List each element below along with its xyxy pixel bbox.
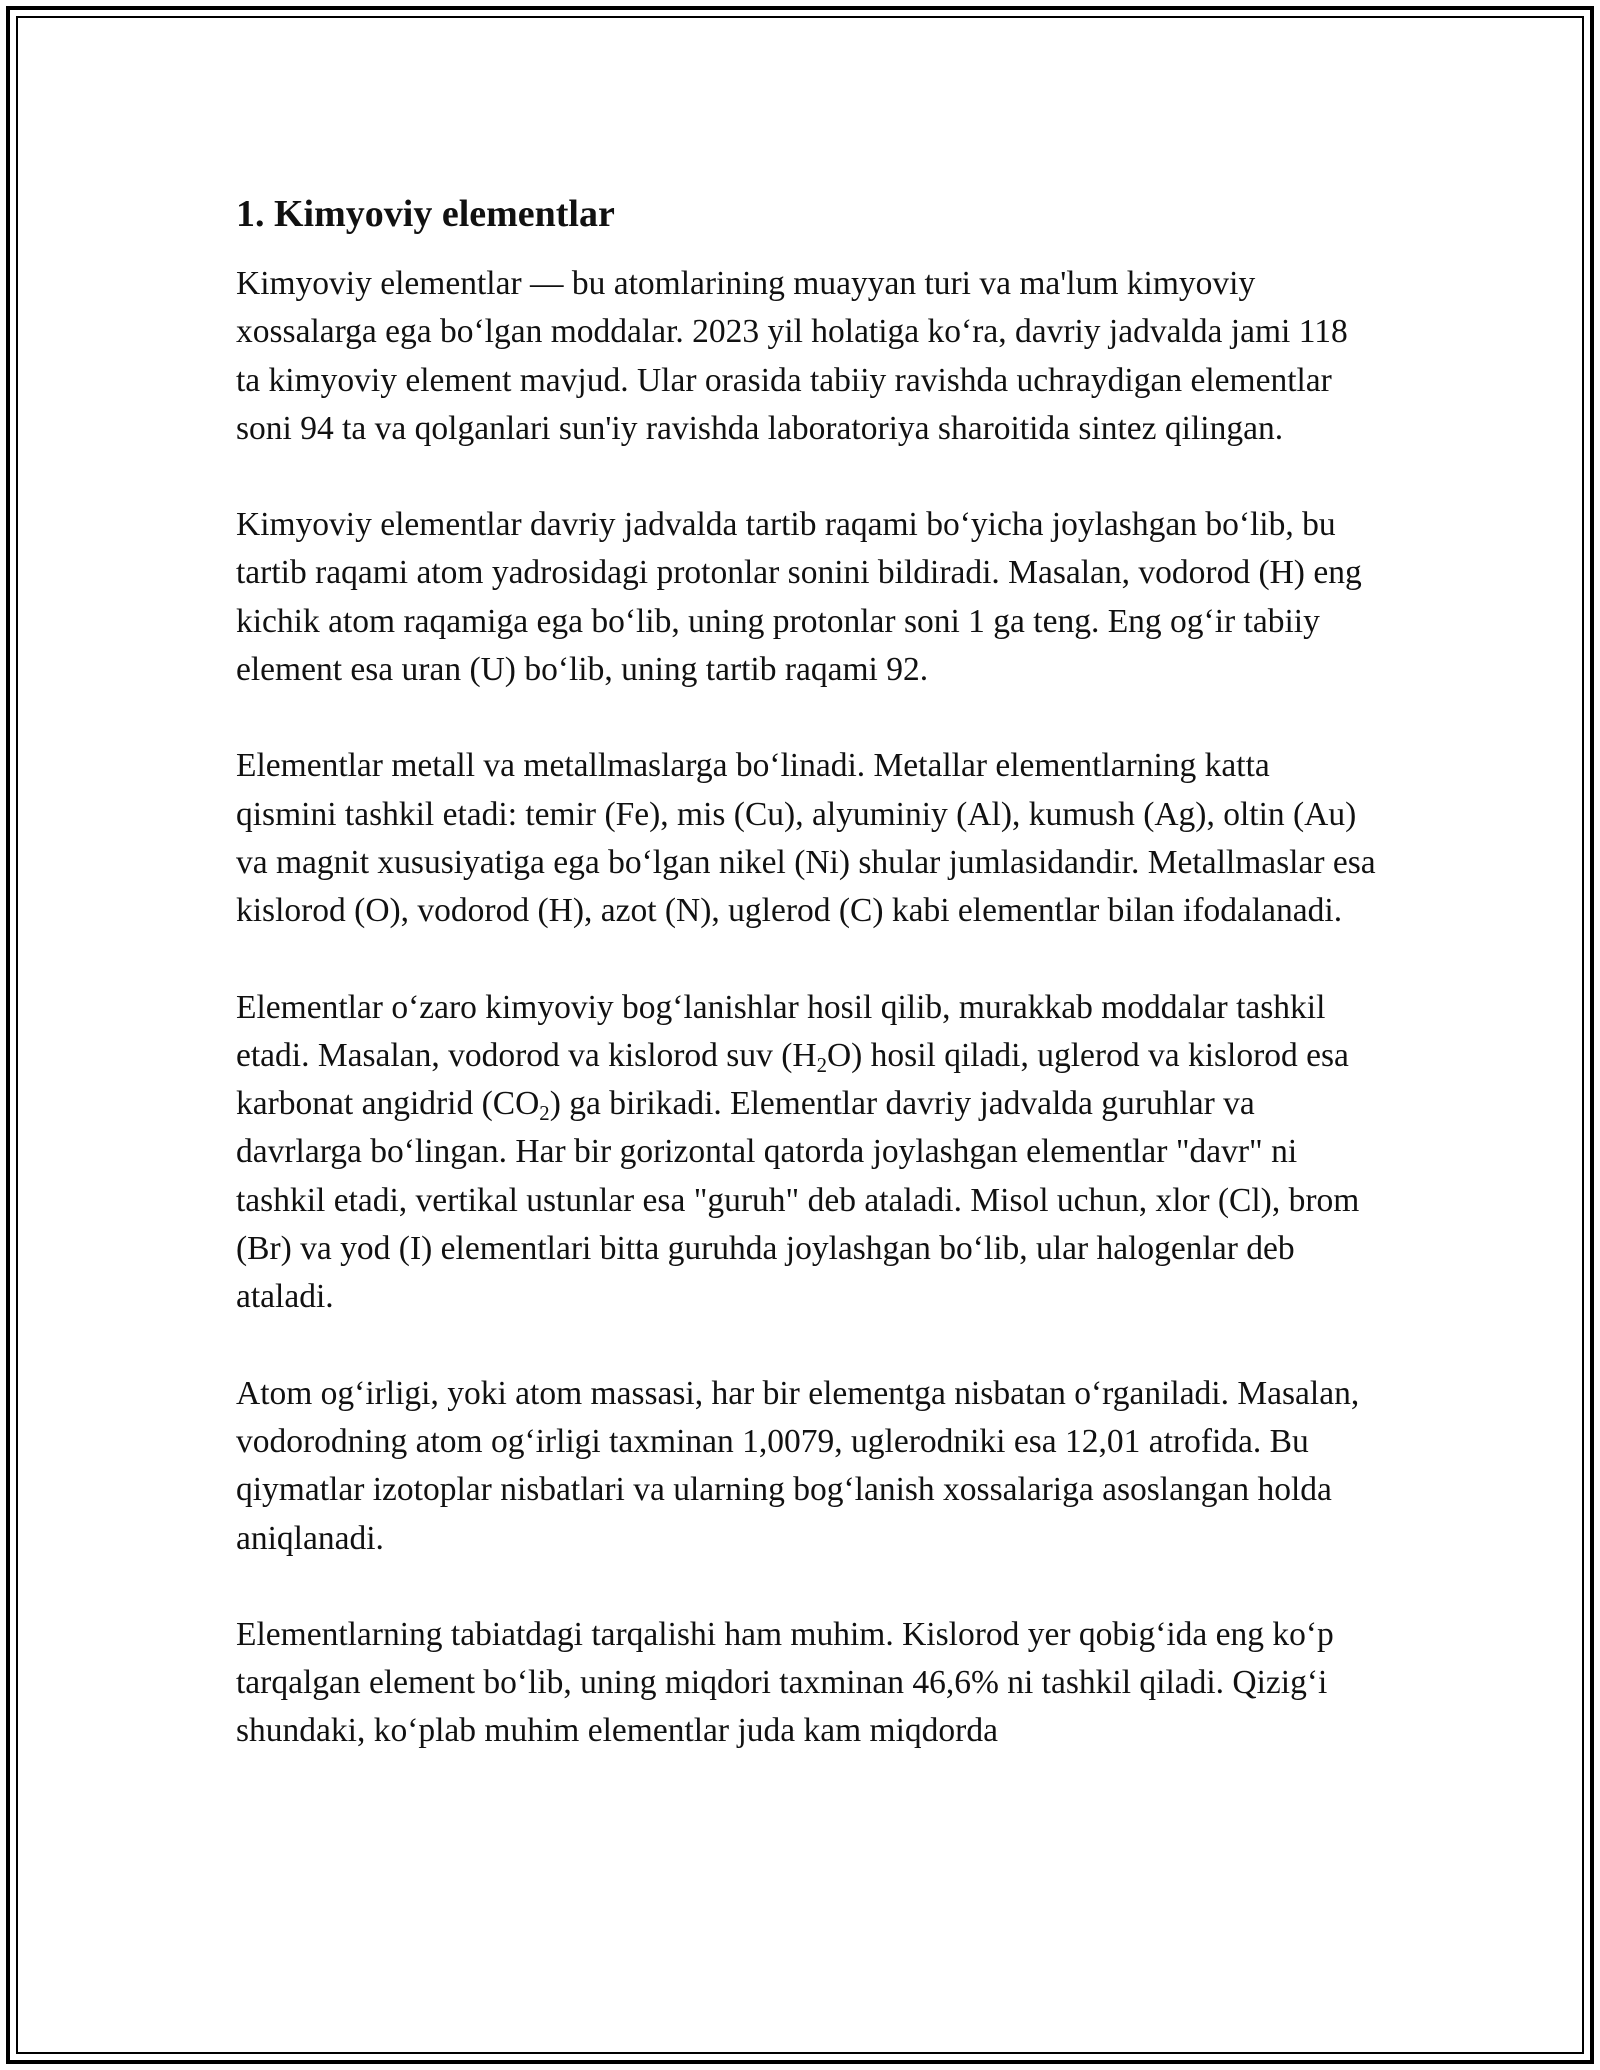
paragraph-5: Atom og‘irligi, yoki atom massasi, har bir elementga nisbatan o‘rganiladi. Masalan, vodorodning atom og‘irligi taxminan 1,0079, uglerodniki esa 12,01 atrofida. Bu qiymatlar izotoplar nisbatlari va ularning bog‘lanish xossalariga asoslangan holda aniqlanadi. — [236, 1374, 1360, 1557]
paragraph-6: Elementlarning tabiatdagi tarqalishi ham muhim. Kislorod yer qobig‘ida eng ko‘p tarqalgan element bo‘lib, uning miqdori taxminan 46,6% ni tashkil qiladi. Qizig‘i shundaki, ko‘plab muhim elementlar juda kam miqdorda — [236, 1615, 1334, 1750]
water-subscript: 2 — [816, 1053, 827, 1077]
paragraph-3: Elementlar metall va metallmaslarga bo‘linadi. Metallar elementlarning katta qismini tashkil etadi: temir (Fe), mis (Cu), alyuminiy (Al), kumush (Ag), oltin (Au) va magnit xususiyatiga ega bo‘lgan nikel (Ni) shular jumlasidandir. Metallmaslar esa kislorod (O), vodorod (H), azot (N), uglerod (C) kabi elementlar bilan ifodalanadi. — [236, 747, 1376, 930]
paragraph-2: Kimyoviy elementlar davriy jadvalda tartib raqami bo‘yicha joylashgan bo‘lib, bu tartib raqami atom yadrosidagi protonlar sonini bildiradi. Masalan, vodorod (H) eng kichik atom raqamiga ega bo‘lib, uning protonlar soni 1 ga teng. Eng og‘ir tabiiy element esa uran (U) bo‘lib, uning tartib raqami 92. — [236, 506, 1362, 689]
paragraph-4-text-a: Elementlar o‘zaro kimyoviy bog‘lanishlar hosil qilib, murakkab moddalar tashkil etadi. Masalan, vodorod va kislorod suv (H — [236, 988, 1326, 1074]
paragraph-4-text-b: O) hosil qiladi, uglerod va kislorod esa karbonat angidrid (CO — [236, 1036, 1349, 1123]
paragraph-4 — [236, 984, 1376, 1322]
paragraph-4-text-c: ) ga birikadi. Elementlar davriy jadvalda guruhlar va davrlarga bo‘lingan. Har bir gorizontal qatorda joylashgan elementlar "davr" ni tashkil etadi, vertikal ustunlar esa "guruh" deb ataladi. Misol uchun, xlor (Cl), brom (Br) va yod (I) elementlari bitta guruhda joylashgan bo‘lib, ular halogenlar deb ataladi. — [236, 1085, 1360, 1316]
section-heading: 1. Kimyoviy elementlar — [236, 193, 615, 235]
document-body — [236, 188, 1376, 1804]
paragraph-1: Kimyoviy elementlar — bu atomlarining muayyan turi va ma'lum kimyoviy xossalarga ega bo‘lgan moddalar. 2023 yil holatiga ko‘ra, davriy jadvalda jami 118 ta kimyoviy element mavjud. Ular orasida tabiiy ravishda uchraydigan elementlar soni 94 ta va qolganlari sun'iy ravishda laboratoriya sharoitida sintez qilingan. — [236, 265, 1348, 447]
co2-subscript: 2 — [539, 1101, 550, 1125]
